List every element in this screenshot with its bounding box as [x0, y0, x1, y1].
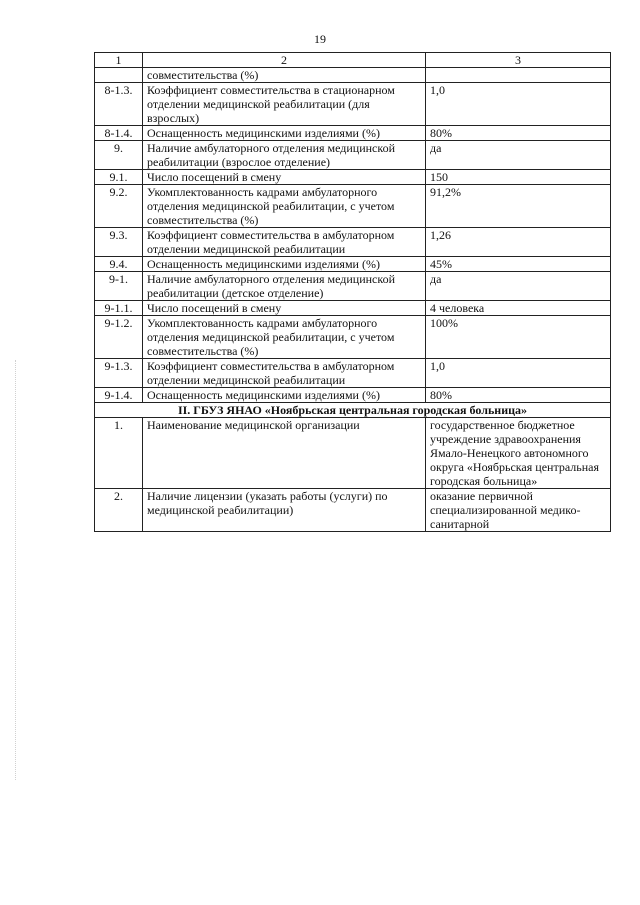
row-value: да	[426, 141, 611, 170]
table-row	[95, 185, 611, 228]
row-value: 45%	[426, 257, 611, 272]
header-col-1: 1	[95, 53, 143, 68]
scan-margin-artifact	[15, 360, 17, 780]
table-row	[95, 316, 611, 359]
row-value: оказание первичной специализированной медико-санитарной	[426, 489, 611, 532]
row-number: 9-1.4.	[95, 388, 143, 403]
row-number: 9-1.3.	[95, 359, 143, 388]
row-value: 1,0	[426, 359, 611, 388]
row-number: 9-1.1.	[95, 301, 143, 316]
row-parameter: Укомплектованность кадрами амбулаторного отделения медицинской реабилитации, с учетом совместительства (%)	[143, 316, 426, 359]
row-value: 80%	[426, 388, 611, 403]
row-number: 1.	[95, 418, 143, 489]
row-value: государственное бюджетное учреждение здравоохранения Ямало-Ненецкого автономного округа «Ноябрьская центральная городская больница»	[426, 418, 611, 489]
row-parameter: Коэффициент совместительства в стационарном отделении медицинской реабилитации (для взрослых)	[143, 83, 426, 126]
row-number: 2.	[95, 489, 143, 532]
page-number: 19	[314, 32, 326, 46]
header-row	[95, 53, 611, 68]
table-row	[95, 301, 611, 316]
row-parameter: Наименование медицинской организации	[143, 418, 426, 489]
row-value: 150	[426, 170, 611, 185]
row-number: 9.3.	[95, 228, 143, 257]
row-parameter: Оснащенность медицинскими изделиями (%)	[143, 126, 426, 141]
table-row	[95, 272, 611, 301]
table-row	[95, 388, 611, 403]
row-parameter: Наличие лицензии (указать работы (услуги) по медицинской реабилитации)	[143, 489, 426, 532]
row-value: 80%	[426, 126, 611, 141]
table-row	[95, 126, 611, 141]
row-value: 91,2%	[426, 185, 611, 228]
row-value: 4 человека	[426, 301, 611, 316]
row-parameter: Коэффициент совместительства в амбулаторном отделении медицинской реабилитации	[143, 228, 426, 257]
section-title: II. ГБУЗ ЯНАО «Ноябрьская центральная городская больница»	[95, 403, 611, 418]
row-number: 9-1.	[95, 272, 143, 301]
row-parameter: Наличие амбулаторного отделения медицинской реабилитации (взрослое отделение)	[143, 141, 426, 170]
row-number: 9.1.	[95, 170, 143, 185]
row-number: 8-1.4.	[95, 126, 143, 141]
continuation-row	[95, 68, 611, 83]
row-parameter: Число посещений в смену	[143, 301, 426, 316]
table-row	[95, 359, 611, 388]
table-row	[95, 418, 611, 489]
table-header	[95, 53, 611, 68]
row-number: 9-1.2.	[95, 316, 143, 359]
row-value: 1,0	[426, 83, 611, 126]
section-row	[95, 403, 611, 418]
row-number: 8-1.3.	[95, 83, 143, 126]
row-number	[95, 68, 143, 83]
row-parameter: Число посещений в смену	[143, 170, 426, 185]
row-value: да	[426, 272, 611, 301]
row-value	[426, 68, 611, 83]
header-col-2: 2	[143, 53, 426, 68]
row-number: 9.	[95, 141, 143, 170]
row-value: 100%	[426, 316, 611, 359]
row-parameter: Оснащенность медицинскими изделиями (%)	[143, 257, 426, 272]
table-row	[95, 170, 611, 185]
row-parameter: совместительства (%)	[143, 68, 426, 83]
row-parameter: Наличие амбулаторного отделения медицинской реабилитации (детское отделение)	[143, 272, 426, 301]
table-row	[95, 257, 611, 272]
row-parameter: Укомплектованность кадрами амбулаторного отделения медицинской реабилитации, с учетом совместительства (%)	[143, 185, 426, 228]
row-value: 1,26	[426, 228, 611, 257]
report-table	[94, 52, 611, 532]
table-row	[95, 83, 611, 126]
table-row	[95, 228, 611, 257]
table-row	[95, 141, 611, 170]
row-parameter: Оснащенность медицинскими изделиями (%)	[143, 388, 426, 403]
row-number: 9.4.	[95, 257, 143, 272]
header-col-3: 3	[426, 53, 611, 68]
table-body	[95, 68, 611, 532]
row-parameter: Коэффициент совместительства в амбулаторном отделении медицинской реабилитации	[143, 359, 426, 388]
row-number: 9.2.	[95, 185, 143, 228]
table-row	[95, 489, 611, 532]
